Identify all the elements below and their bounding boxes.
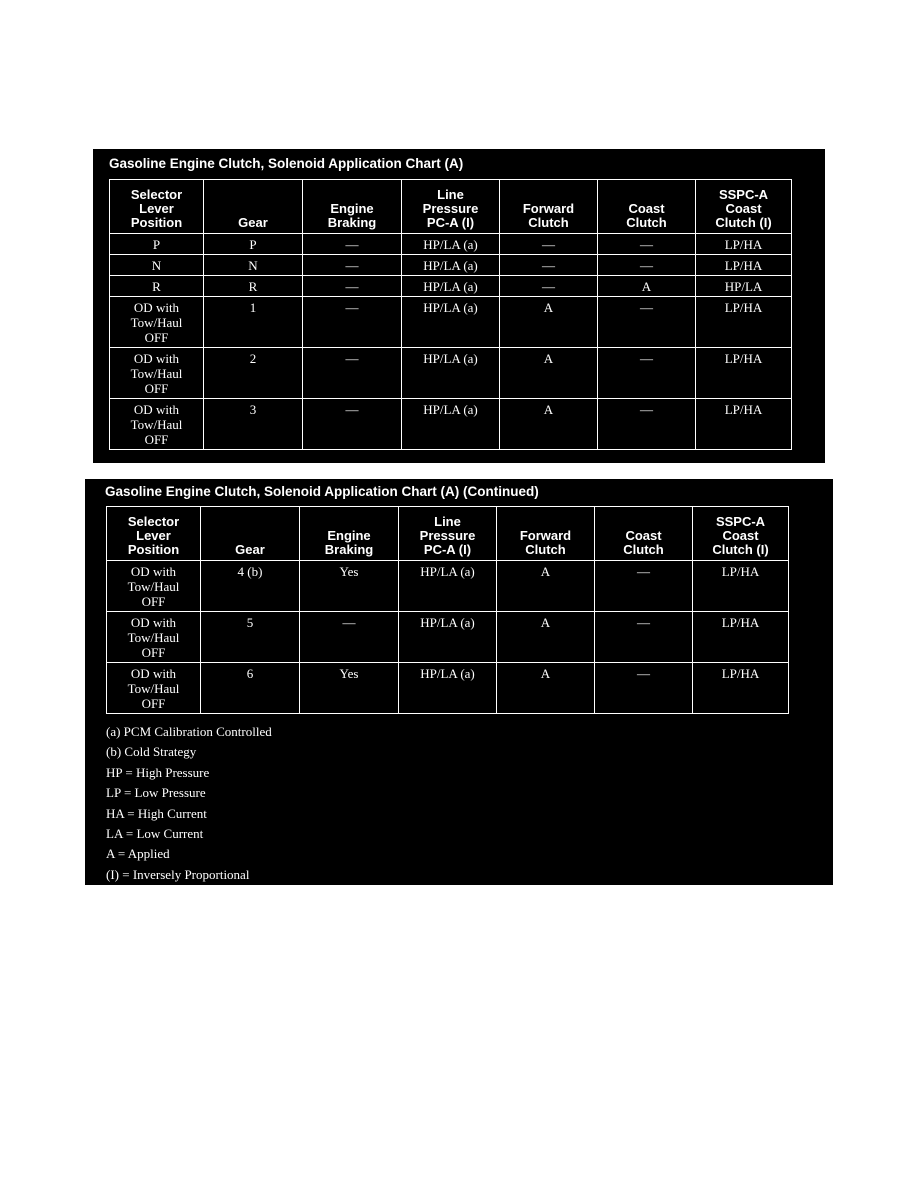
table-cell: 5 <box>201 612 300 663</box>
table-row <box>107 561 789 612</box>
col-header-line-pressure: Line Pressure PC-A (I) <box>399 507 497 561</box>
legend-item: (a) PCM Calibration Controlled <box>106 724 272 739</box>
table-cell: LP/HA <box>696 255 792 276</box>
table-cell: R <box>204 276 303 297</box>
table-cell: — <box>598 297 696 348</box>
table-cell: OD with Tow/Haul OFF <box>107 663 201 714</box>
table-cell: A <box>500 399 598 450</box>
table-cell: 6 <box>201 663 300 714</box>
table-cell: — <box>598 234 696 255</box>
table-cell: OD with Tow/Haul OFF <box>107 612 201 663</box>
table-cell: A <box>497 612 595 663</box>
col-header-forward-clutch: Forward Clutch <box>497 507 595 561</box>
table-cell: HP/LA (a) <box>402 348 500 399</box>
table-cell: — <box>500 255 598 276</box>
chart-panel-continued <box>85 479 833 885</box>
table-cell: — <box>595 612 693 663</box>
application-table-continued <box>106 506 789 714</box>
legend-item: (b) Cold Strategy <box>106 744 197 760</box>
table-cell: HP/LA (a) <box>399 561 497 612</box>
table-cell: 1 <box>204 297 303 348</box>
table-cell: HP/LA (a) <box>399 612 497 663</box>
table-cell: OD with Tow/Haul OFF <box>110 399 204 450</box>
header-row <box>107 507 789 561</box>
table-cell: — <box>303 348 402 399</box>
table-cell: — <box>595 663 693 714</box>
table-row <box>110 297 792 348</box>
table-cell: HP/LA (a) <box>402 399 500 450</box>
table-cell: HP/LA (a) <box>402 234 500 255</box>
table-row <box>107 612 789 663</box>
table-cell: P <box>204 234 303 255</box>
table-row <box>107 663 789 714</box>
table-cell: HP/LA (a) <box>399 663 497 714</box>
application-table <box>109 179 792 450</box>
col-header-gear: Gear <box>204 180 303 234</box>
table-cell: LP/HA <box>693 612 789 663</box>
table-row <box>110 276 792 297</box>
table-cell: LP/HA <box>696 297 792 348</box>
table-cell: OD with Tow/Haul OFF <box>110 297 204 348</box>
table-cell: LP/HA <box>693 663 789 714</box>
col-header-selector-lever-position: Selector Lever Position <box>110 180 204 234</box>
table-row <box>110 234 792 255</box>
table-cell: 4 (b) <box>201 561 300 612</box>
col-header-sspc-a-coast-clutch: SSPC-A Coast Clutch (I) <box>696 180 792 234</box>
table-cell: R <box>110 276 204 297</box>
table-cell: A <box>500 297 598 348</box>
chart-title-continued: Gasoline Engine Clutch, Solenoid Application Chart (A) (Continued) <box>105 484 539 499</box>
table-cell: Yes <box>300 663 399 714</box>
table-cell: A <box>598 276 696 297</box>
legend-item: LA = Low Current <box>106 825 204 841</box>
table-cell: — <box>303 399 402 450</box>
table-row <box>110 399 792 450</box>
col-header-line-pressure: Line Pressure PC-A (I) <box>402 180 500 234</box>
table-cell: — <box>500 276 598 297</box>
table-cell: A <box>497 663 595 714</box>
table-cell: — <box>595 561 693 612</box>
legend-item: LP = Low Pressure <box>106 785 206 801</box>
table-cell: — <box>303 297 402 348</box>
header-row <box>110 180 792 234</box>
table-cell: N <box>204 255 303 276</box>
col-header-gear: Gear <box>201 507 300 561</box>
table-cell: — <box>300 612 399 663</box>
table-cell: LP/HA <box>693 561 789 612</box>
table-cell: P <box>110 234 204 255</box>
table-cell: LP/HA <box>696 399 792 450</box>
table-cell: — <box>303 276 402 297</box>
col-header-coast-clutch: Coast Clutch <box>595 507 693 561</box>
chart-title: Gasoline Engine Clutch, Solenoid Application Chart (A) <box>109 156 464 171</box>
col-header-engine-braking: Engine Braking <box>303 180 402 234</box>
col-header-sspc-a-coast-clutch: SSPC-A Coast Clutch (I) <box>693 507 789 561</box>
table-row <box>110 348 792 399</box>
legend-item: HP = High Pressure <box>106 764 210 780</box>
table-cell: HP/LA (a) <box>402 255 500 276</box>
table-cell: HP/LA (a) <box>402 276 500 297</box>
table-cell: 2 <box>204 348 303 399</box>
table-cell: 3 <box>204 399 303 450</box>
table-cell: OD with Tow/Haul OFF <box>107 561 201 612</box>
legend <box>106 722 272 885</box>
table-cell: Yes <box>300 561 399 612</box>
legend-item: (I) = Inversely Proportional <box>106 866 250 882</box>
table-cell: — <box>303 234 402 255</box>
table-cell: N <box>110 255 204 276</box>
col-header-selector-lever-position: Selector Lever Position <box>107 507 201 561</box>
table-cell: — <box>500 234 598 255</box>
col-header-coast-clutch: Coast Clutch <box>598 180 696 234</box>
table-cell: — <box>598 255 696 276</box>
table-cell: HP/LA <box>696 276 792 297</box>
table-cell: — <box>598 348 696 399</box>
table-cell: — <box>598 399 696 450</box>
col-header-forward-clutch: Forward Clutch <box>500 180 598 234</box>
table-cell: OD with Tow/Haul OFF <box>110 348 204 399</box>
table-cell: LP/HA <box>696 348 792 399</box>
table-row <box>110 255 792 276</box>
legend-item: A = Applied <box>106 846 170 862</box>
table-cell: A <box>497 561 595 612</box>
legend-item: HA = High Current <box>106 805 207 821</box>
table-cell: HP/LA (a) <box>402 297 500 348</box>
table-cell: LP/HA <box>696 234 792 255</box>
chart-panel <box>93 149 825 463</box>
table-cell: — <box>303 255 402 276</box>
table-cell: A <box>500 348 598 399</box>
col-header-engine-braking: Engine Braking <box>300 507 399 561</box>
